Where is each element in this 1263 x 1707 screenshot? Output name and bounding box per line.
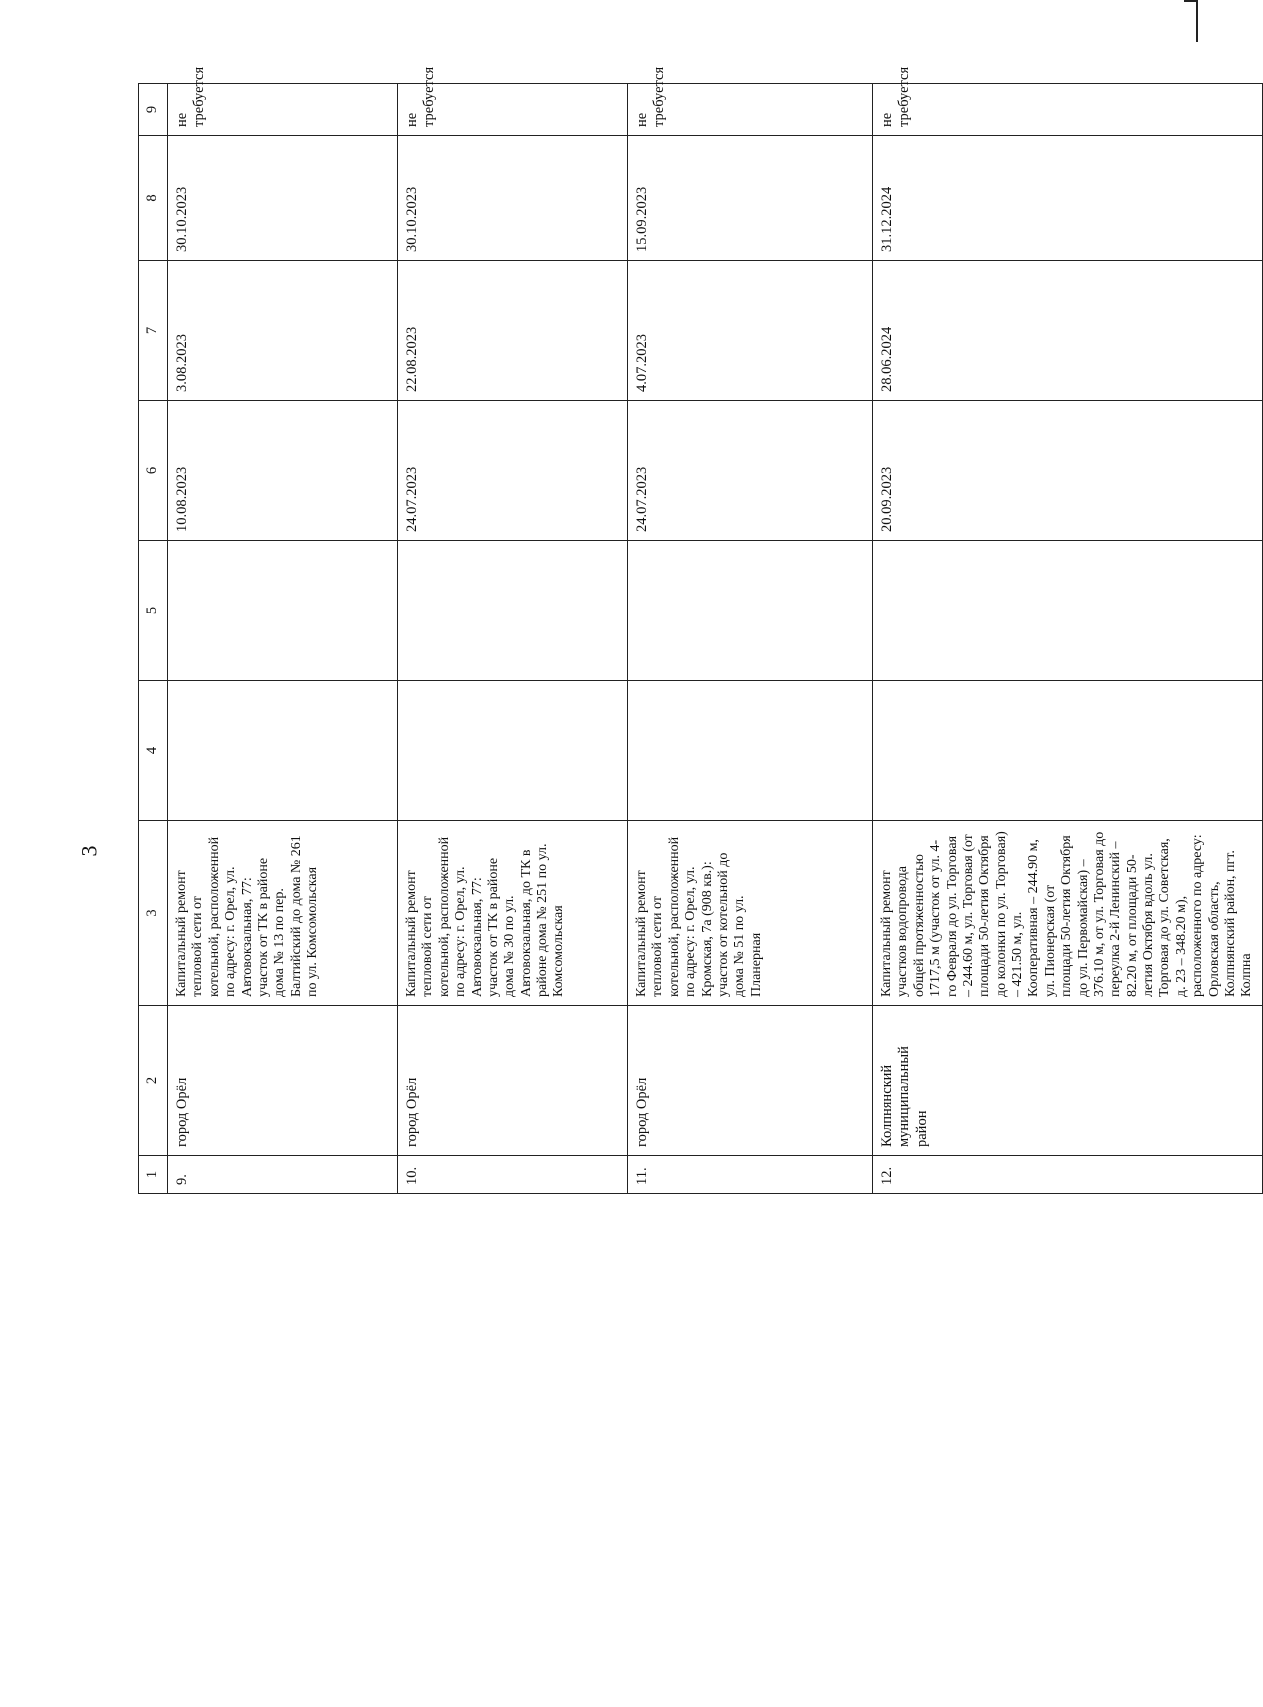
row-col4 xyxy=(873,681,1263,821)
row-col8-date: 15.09.2023 xyxy=(628,136,873,261)
row-description: Капитальный ремонт тепловой сети от котельной, расположенной по адресу: г. Орел, ул. Автовокзальная, 77: участок от ТК в районе дома № 13 по пер. Балтийский до дома № 261 по ул. Комсомольская xyxy=(168,821,398,1006)
table-row xyxy=(398,84,628,1194)
row-col8-date: 30.10.2023 xyxy=(168,136,398,261)
column-header-7: 7 xyxy=(139,261,168,401)
row-col5 xyxy=(168,541,398,681)
row-col7-date: 4.07.2023 xyxy=(628,261,873,401)
row-region: город Орёл xyxy=(628,1006,873,1156)
column-header-3: 3 xyxy=(139,821,168,1006)
row-region: город Орёл xyxy=(168,1006,398,1156)
row-col5 xyxy=(628,541,873,681)
column-header-1: 1 xyxy=(139,1156,168,1194)
table-header-row xyxy=(139,84,168,1194)
column-header-2: 2 xyxy=(139,1006,168,1156)
row-col4 xyxy=(398,681,628,821)
row-col6-date: 24.07.2023 xyxy=(628,401,873,541)
table-container xyxy=(138,66,1255,1194)
row-col9: не требуется xyxy=(628,84,873,136)
column-header-6: 6 xyxy=(139,401,168,541)
row-col7-date: 28.06.2024 xyxy=(873,261,1263,401)
table-row xyxy=(628,84,873,1194)
row-description: Капитальный ремонт участков водопровода общей протяженностью 1717,5 м (участок от ул. 4-го Февраля до ул. Торговая – 244.60 м, ул. Торговая (от площади 50-летия Октября до колонки по ул. Торговая) – 421.50 м, ул. Кооперативная – 244.90 м, ул. Пионерская (от площади 50-летия Октября до ул. Первомайская) – 376.10 м, от ул. Торговая до переулка 2-й Ленинский – 82.20 м, от площади 50-летия Октября вдоль ул. Торговая до ул. Советская, д. 23 – 348.20 м), расположенного по адресу: Орловская область, Колпнянский район, пгт. Колпна xyxy=(873,821,1263,1006)
row-number: 12. xyxy=(873,1156,1263,1194)
row-col4 xyxy=(628,681,873,821)
row-number: 11. xyxy=(628,1156,873,1194)
column-header-9: 9 xyxy=(139,84,168,136)
column-header-4: 4 xyxy=(139,681,168,821)
column-header-8: 8 xyxy=(139,136,168,261)
row-description: Капитальный ремонт тепловой сети от котельной, расположенной по адресу: г. Орел, ул. Кромская, 7а (908 кв.): участок от котельной до дома № 51 по ул. Планерная xyxy=(628,821,873,1006)
table-row xyxy=(873,84,1263,1194)
column-header-5: 5 xyxy=(139,541,168,681)
row-col7-date: 22.08.2023 xyxy=(398,261,628,401)
works-table xyxy=(138,66,1263,1194)
page-number: 3 xyxy=(76,845,102,857)
row-region: Колпнянский муниципальный район xyxy=(873,1006,1263,1156)
row-col8-date: 31.12.2024 xyxy=(873,136,1263,261)
row-col6-date: 20.09.2023 xyxy=(873,401,1263,541)
row-region: город Орёл xyxy=(398,1006,628,1156)
row-col5 xyxy=(398,541,628,681)
row-col6-date: 24.07.2023 xyxy=(398,401,628,541)
row-description: Капитальный ремонт тепловой сети от котельной, расположенной по адресу: г. Орел, ул. Автовокзальная, 77: участок от ТК в районе дома № 30 по ул. Автовокзальная, до ТК в районе дома № 251 по ул. Комсомольская xyxy=(398,821,628,1006)
row-number: 10. xyxy=(398,1156,628,1194)
row-col9: не требуется xyxy=(873,84,1263,136)
row-col9: не требуется xyxy=(168,84,398,136)
row-col6-date: 10.08.2023 xyxy=(168,401,398,541)
row-col7-date: 3.08.2023 xyxy=(168,261,398,401)
table-row xyxy=(168,84,398,1194)
row-col4 xyxy=(168,681,398,821)
row-col5 xyxy=(873,541,1263,681)
row-col8-date: 30.10.2023 xyxy=(398,136,628,261)
row-number: 9. xyxy=(168,1156,398,1194)
page-edge-mark xyxy=(1184,0,1198,42)
row-col9: не требуется xyxy=(398,84,628,136)
